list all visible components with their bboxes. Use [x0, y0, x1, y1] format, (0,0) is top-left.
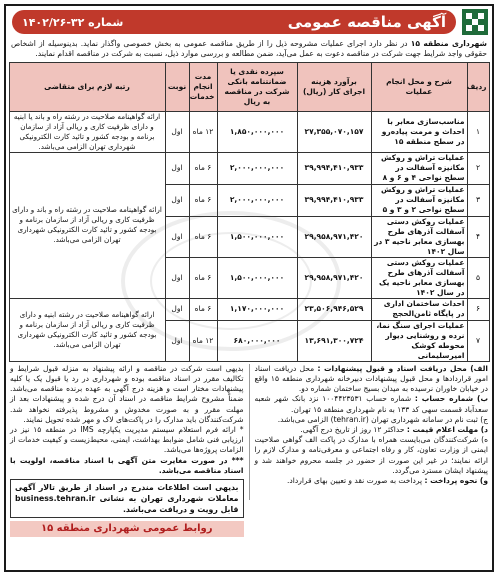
term-c: [255, 425, 489, 435]
row-number: ۲: [467, 152, 489, 184]
row-number: ۴: [467, 216, 489, 257]
table-row: [9, 152, 489, 184]
row-requirement: ارائه گواهینامه صلاحیت در رشته راه و باند یا ابنیه و دارای ظرفیت کاری و ریالی آزاد از سازمان برنامه و بودجه کشور و تائید کارت الکترونیکی شهرداری تهران الزامی می‌باشد.: [9, 111, 165, 152]
row-deposit: ۱,۱۷۰,۰۰۰,۰۰۰: [217, 298, 297, 320]
term-e-text: پرداخت به صورت نقد و تعیین بهای قرارداد.: [287, 476, 425, 486]
row-cost: ۱۳,۶۹۱,۳۰۰,۷۲۴: [297, 320, 371, 361]
row-cost: ۲۳,۵۰۶,۹۴۶,۵۲۹: [297, 298, 371, 320]
row-turn: اول: [165, 257, 189, 298]
row-duration: ۱۲ ماه: [189, 111, 217, 152]
municipality-logo-icon: [460, 7, 490, 37]
row-deposit: ۱,۵۰۰,۰۰۰,۰۰۰: [217, 257, 297, 298]
term-d: ه) شرکت‌کنندگان می‌بایست همراه با مدارک در پاکت الف گواهی صلاحیت ایمنی از وزارت تعاون، کار و رفاه اجتماعی و معرفی‌نامه و مدارک لازم را ارائه نمایند؛ در غیر این صورت از حضور در جلسه محروم خواهند شد و پیشنهاد ایشان مسترد می‌گردد.: [254, 435, 488, 475]
row-deposit: ۱,۸۵۰,۰۰۰,۰۰۰: [217, 111, 297, 152]
table-row: [9, 111, 489, 152]
row-turn: اول: [165, 184, 189, 216]
row-turn: اول: [165, 111, 189, 152]
term-c-label: د) مهلت اعلام قیمت :: [406, 425, 488, 435]
row-description: عملیات اجرای سنگ نما، نرده و روشنایی دیوار محوطه کوشک امیرسلیمانی: [371, 320, 467, 361]
term-e: [255, 476, 489, 486]
note-paragraph-2: * ارائه فرم استعلام سیستم مدیریت یکپارچه IMS در منطقه ۱۵ نیز در ارزیابی فنی شامل ضوابط بهداشت، ایمنی، محیط‌زیست و کیفیت خدمات از الزامات پروژه‌ها می‌باشد.: [10, 425, 244, 455]
term-a-text: محل دریافت اسناد امور قراردادها و محل قبول پیشنهادات دبیرخانه شهرداری منطقه ۱۵ واقع در خیابان خاوران نرسیده به میدان بسیج ساختمان شماره دو.: [254, 363, 488, 394]
row-description: مناسب‌سازی معابر با احداث و مرمت پیاده‌رو در سطح منطقه ۱۵: [371, 111, 467, 152]
row-cost: ۲۹,۹۵۸,۹۷۱,۴۲۰: [297, 257, 371, 298]
header-cell: نوبت: [165, 62, 189, 111]
row-deposit: ۱,۵۰۰,۰۰۰,۰۰۰: [217, 216, 297, 257]
row-number: ۱: [467, 111, 489, 152]
row-deposit: ۶۸۰,۰۰۰,۰۰۰: [217, 320, 297, 361]
terms-right-column: [250, 364, 489, 500]
header-cell: رتبه لازم برای متقاضی: [9, 62, 165, 111]
tender-notice: [4, 4, 494, 572]
notice-banner: [12, 10, 456, 34]
row-duration: ۱۲ ماه: [189, 320, 217, 361]
term-b-text: شماره حساب ۱۰۰۴۴۲۳۵۳۱ نزد بانک شهر شعبه سعدآباد قسمت سهی کد ۱۳۳ به نام شهرداری منطقه ۱۵ تهران.: [254, 394, 488, 414]
intro-paragraph: [6, 38, 492, 62]
row-duration: ۶ ماه: [189, 184, 217, 216]
header-cell: ردیف: [467, 62, 489, 111]
row-cost: ۳۹,۹۹۴,۴۱۰,۹۳۳: [297, 152, 371, 184]
header-cell: برآورد هزینه اجرای کار (ریال): [297, 62, 371, 111]
info-box: بدیهی است اطلاعات مندرج در اسناد از طریق تالار آگهی معاملات شهرداری تهران به نشانی business.tehran.ir قابل رویت و دریافت می‌باشد.: [10, 479, 244, 518]
row-description: عملیات روکش دستی آسفالت آذرهای طرح بهسازی معابر ناحیه یک در سال ۱۴۰۲: [371, 257, 467, 298]
row-turn: اول: [165, 152, 189, 184]
row-cost: ۳۹,۹۹۴,۴۱۰,۹۳۳: [297, 184, 371, 216]
note-paragraph-3: *** در صورت مغایرت متن آگهی با اسناد مناقصه، اولویت با اسناد مناقصه می‌باشد.: [10, 455, 244, 475]
row-deposit: ۲,۰۰۰,۰۰۰,۰۰۰: [217, 184, 297, 216]
header-cell: شرح و محل انجام عملیات: [371, 62, 467, 111]
row-number: ۳: [467, 184, 489, 216]
row-turn: اول: [165, 216, 189, 257]
intro-text: در نظر دارد اجرای عملیات مشروحه ذیل را از طریق مناقصه عمومی به بخش خصوصی واگذار نماید. بدینوسیله از اشخاص حقوقی واجد شرایط جهت شرکت در مناقصه دعوت به عمل می‌آید، ضمن مطالعه و بررسی موارد ذیل، نسبت به شرکت در مناقصه اقدام نمایند.: [11, 39, 487, 59]
row-deposit: ۲,۰۰۰,۰۰۰,۰۰۰: [217, 152, 297, 184]
row-duration: ۶ ماه: [189, 298, 217, 320]
notice-header: [6, 6, 492, 38]
term-b: [255, 394, 489, 414]
terms-section: [6, 362, 492, 535]
row-number: ۷: [467, 320, 489, 361]
row-description: عملیات تراش و روکش مکانیزه آسفالت در سطح نواحی ۲ و ۳ و ۵: [371, 184, 467, 216]
row-requirement: ارائه گواهینامه صلاحیت در رشته راه و باند و دارای ظرفیت کاری و ریالی آزاد از سازمان برنامه و بودجه کشور و تائید کارت الکترونیکی شهرداری تهران الزامی می‌باشد.: [9, 152, 165, 298]
table-header-row: [9, 62, 489, 111]
row-turn: اول: [165, 320, 189, 361]
row-number: ۵: [467, 257, 489, 298]
row-duration: ۶ ماه: [189, 152, 217, 184]
row-turn: اول: [165, 298, 189, 320]
term-a-label: الف) محل دریافت اسناد و قبول پیشنهادات :: [317, 363, 489, 373]
items-table: [9, 62, 490, 362]
term-c-text: حداکثر ۱۲ روز از تاریخ درج آگهی.: [300, 425, 407, 435]
table-row: [9, 298, 489, 320]
row-cost: ۲۷,۳۵۵,۰۷۰,۱۵۷: [297, 111, 371, 152]
notice-number: شماره ۳۲-۱۴۰۲/۲۶: [22, 15, 124, 29]
term-b-label: ب) شماره حساب :: [414, 394, 489, 404]
term-e-label: و) نحوه پرداخت :: [424, 476, 488, 486]
header-cell: مدت انجام خدمات: [189, 62, 217, 111]
notice-title: آگهی مناقصه عمومی: [287, 13, 446, 31]
row-description: عملیات تراش و روکش مکانیزه آسفالت در سطح نواحی ۴ و ۶ و ۸: [371, 152, 467, 184]
term-site: ج) ثبت نام در سامانه شهرداری تهران (tehran.ir) الزامی می‌باشد.: [277, 414, 488, 424]
row-number: ۶: [467, 298, 489, 320]
row-duration: ۶ ماه: [189, 257, 217, 298]
row-description: عملیات روکش دستی آسفالت آذرهای طرح بهسازی معابر ناحیه ۳ در سال ۱۴۰۲: [371, 216, 467, 257]
row-duration: ۶ ماه: [189, 216, 217, 257]
header-cell: سپرده نقدی یا ضمانتنامه بانکی شرکت در مناقصه به ریال: [217, 62, 297, 111]
note-paragraph-1: بدیهی است شرکت در مناقصه و ارائه پیشنهاد به منزله قبول شرایط و تکالیف مقرر در اسناد مناقصه بوده و شهرداری در رد یا قبول یک یا کلیه پیشنهادات مختار است و هزینه درج آگهی به عهده برنده مناقصه می‌باشد. ضمناً مشروح شرایط مناقصه در اسناد آن درج شده و پیشنهادات بعد از مهلت مقرر و به صورت مخدوش و مشروط پذیرفته نخواهد شد. شرکت‌کنندگان باید مدارک را در پاکت‌های لاک و مهر شده تحویل نمایند.: [10, 363, 244, 424]
intro-org: شهرداری منطقه ۱۵: [410, 39, 487, 48]
term-a: [255, 364, 489, 395]
signature-public-relations: روابط عمومی شهرداری منطقه ۱۵: [10, 521, 244, 537]
row-requirement: ارائه گواهینامه صلاحیت در رشته ابنیه و دارای ظرفیت کاری و ریالی آزاد از سازمان برنامه و بودجه کشور و تائید کارت الکترونیکی شهرداری تهران الزامی می‌باشد.: [9, 298, 165, 361]
row-description: احداث ساختمان اداری در پایگاه ثامن‌الحجج: [371, 298, 467, 320]
row-cost: ۲۹,۹۵۸,۹۷۱,۴۲۰: [297, 216, 371, 257]
terms-left-column: [10, 363, 250, 535]
